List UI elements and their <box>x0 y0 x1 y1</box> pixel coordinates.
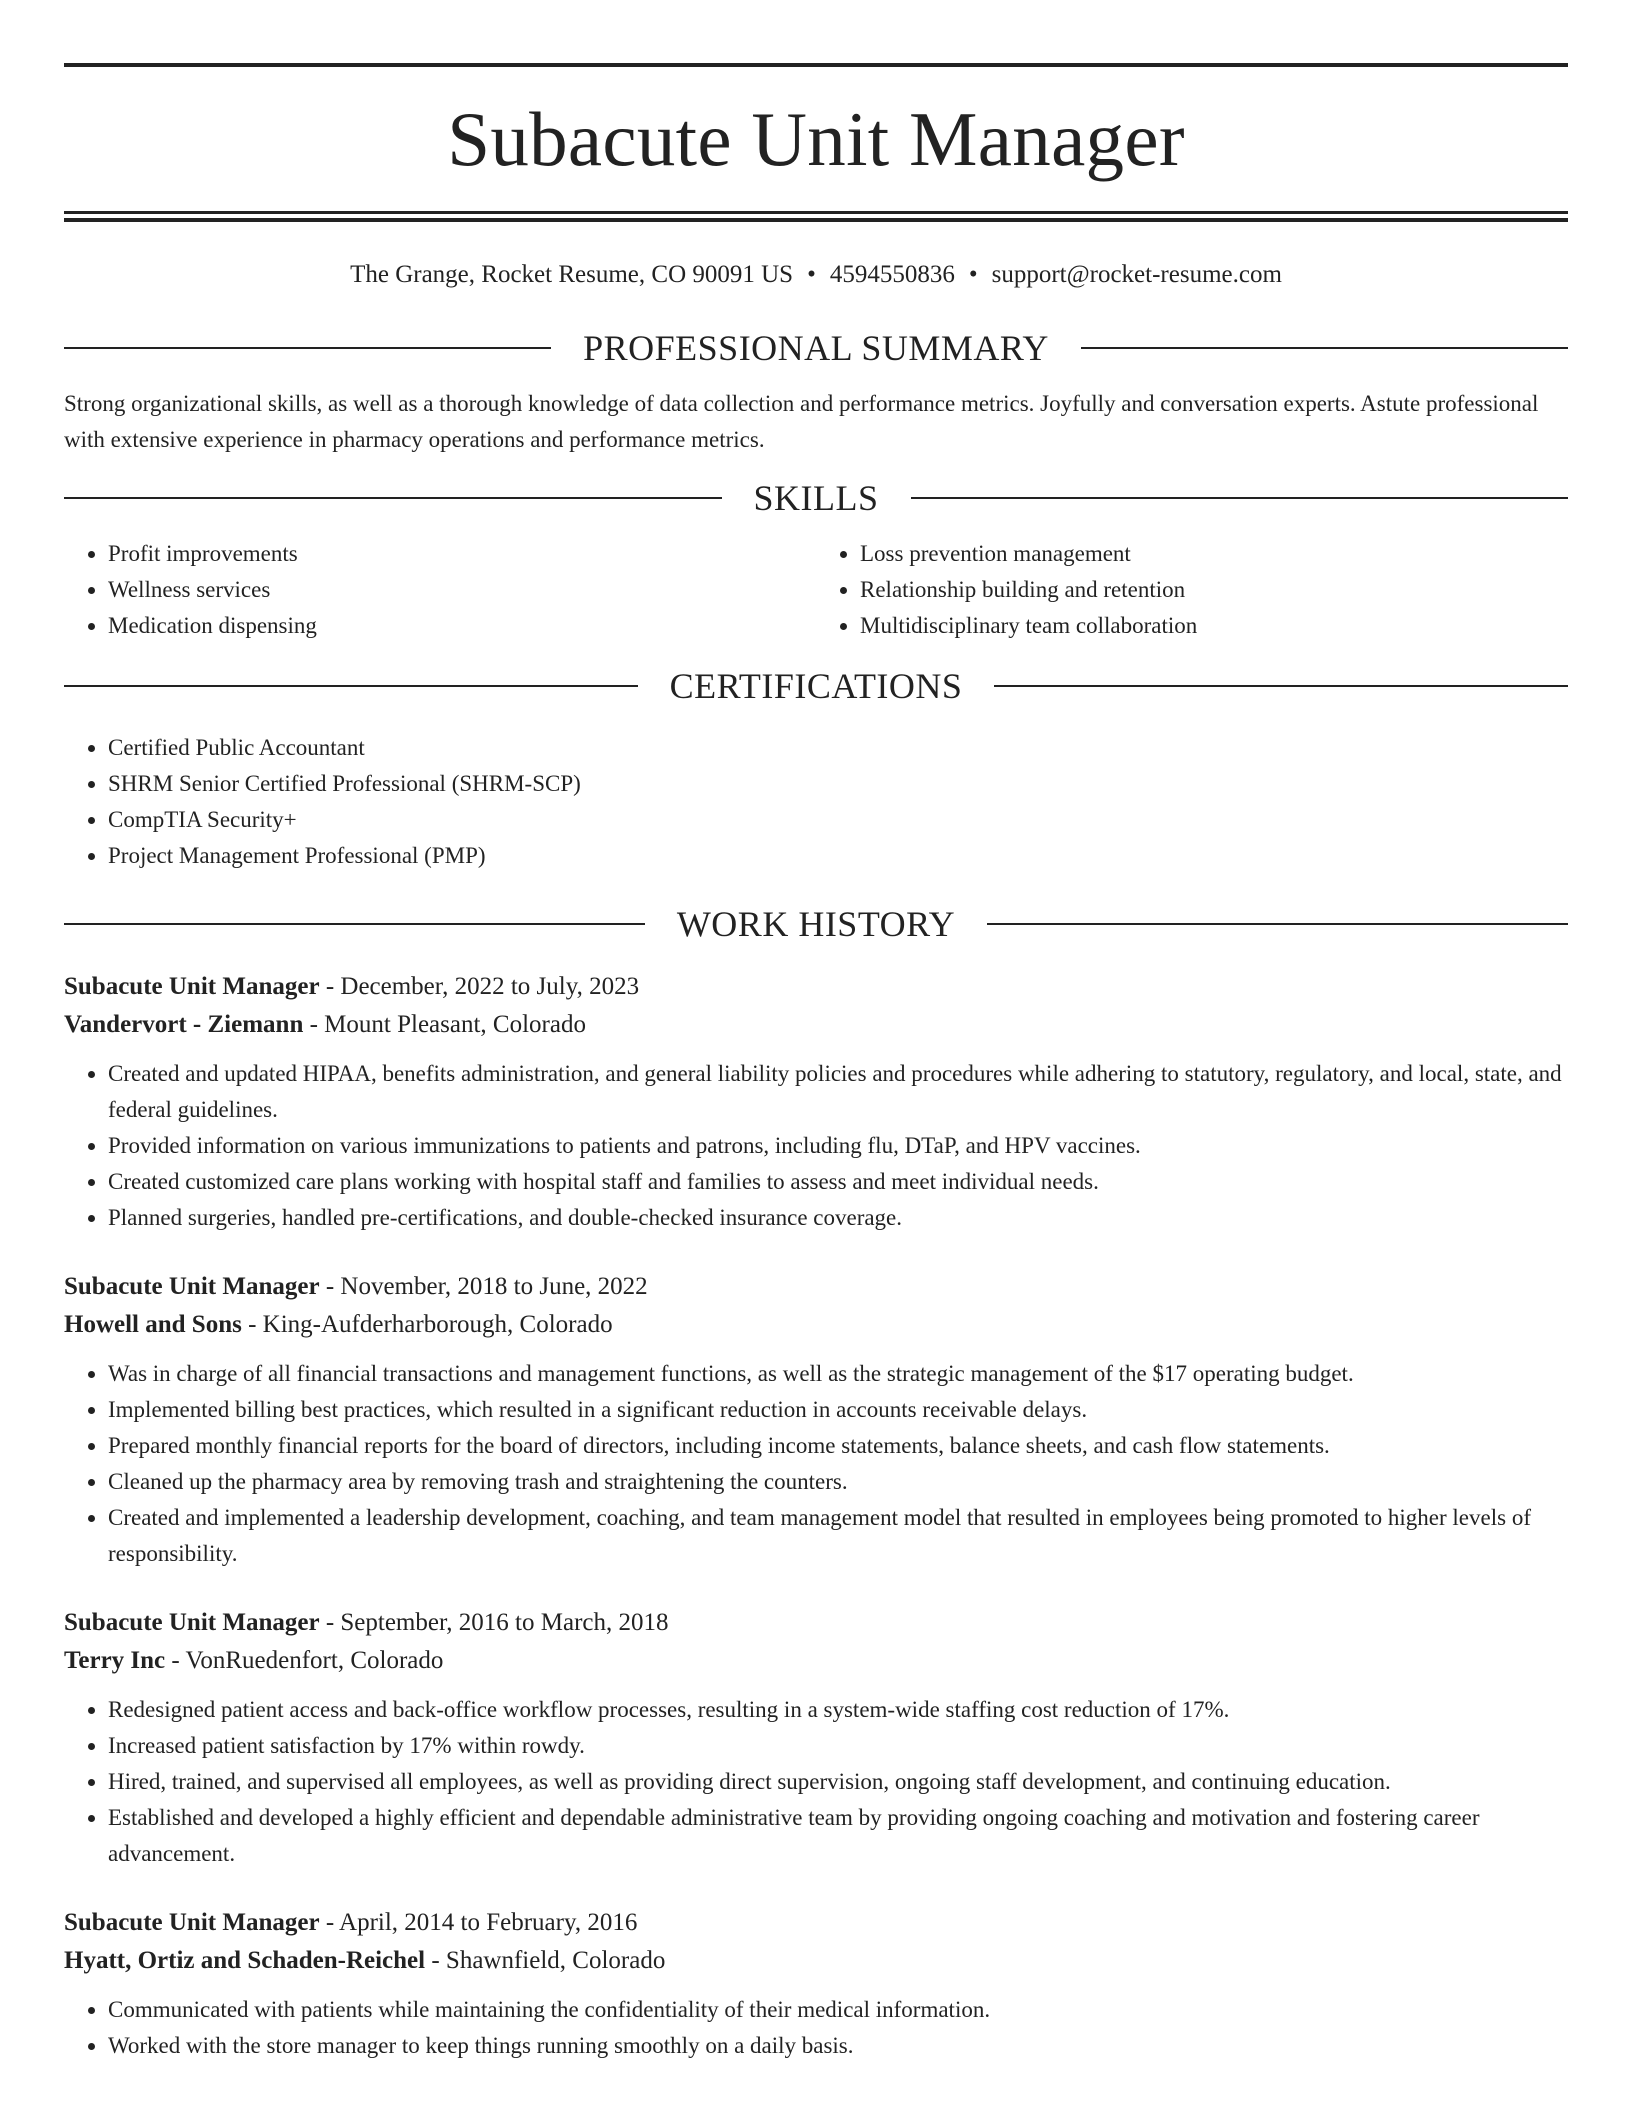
skills-column-left <box>64 536 816 644</box>
job-company: Hyatt, Ortiz and Schaden-Reichel <box>64 1947 426 1974</box>
job-dates: - November, 2018 to June, 2022 <box>319 1273 648 1300</box>
double-rule <box>64 211 1568 222</box>
job-bullet: • Created and updated HIPAA, benefits administration, and general liability policies and procedures while adhering to statutory, regulatory, and local, state, and federal guidelines. <box>108 1056 1568 1128</box>
section-heading-certifications <box>64 666 1568 706</box>
job-company: Howell and Sons <box>64 1311 242 1338</box>
job-bullets <box>64 1356 1568 1572</box>
certifications-list <box>64 730 1568 874</box>
job-company: Terry Inc <box>64 1647 166 1674</box>
job-company-line <box>64 1642 1568 1680</box>
job-title: Subacute Unit Manager <box>64 973 320 1000</box>
top-rule <box>64 63 1568 67</box>
contact-email: support@rocket-resume.com <box>991 261 1282 288</box>
skill-item: • Profit improvements <box>108 536 816 572</box>
section-title: CERTIFICATIONS <box>669 666 963 706</box>
job-company: Vandervort - Ziemann <box>64 1011 304 1038</box>
job-location: - VonRuedenfort, Colorado <box>165 1647 444 1674</box>
job-bullet: • Planned surgeries, handled pre-certifications, and double-checked insurance coverage. <box>108 1200 1568 1236</box>
job-bullet: • Redesigned patient access and back-office workflow processes, resulting in a system-wide staffing cost reduction of 17%. <box>108 1692 1568 1728</box>
skill-item: • Medication dispensing <box>108 608 816 644</box>
job-dates: - September, 2016 to March, 2018 <box>319 1609 669 1636</box>
contact-line <box>64 260 1568 290</box>
job-bullet: • Implemented billing best practices, which resulted in a significant reduction in accounts receivable delays. <box>108 1392 1568 1428</box>
job-bullets <box>64 1992 1568 2064</box>
job-bullet: • Created and implemented a leadership development, coaching, and team management model that resulted in employees being promoted to higher levels of responsibility. <box>108 1500 1568 1572</box>
job-bullet: • Created customized care plans working with hospital staff and families to assess and meet individual needs. <box>108 1164 1568 1200</box>
contact-separator: • <box>807 261 816 288</box>
certification-item: • Certified Public Accountant <box>108 730 1568 766</box>
section-heading-skills <box>64 478 1568 518</box>
section-heading-work-history <box>64 904 1568 944</box>
job-bullet: • Provided information on various immunizations to patients and patrons, including flu, DTaP, and HPV vaccines. <box>108 1128 1568 1164</box>
job-company-line <box>64 1942 1568 1980</box>
skill-item: • Multidisciplinary team collaboration <box>860 608 1568 644</box>
job-bullet: • Hired, trained, and supervised all employees, as well as providing direct supervision, ongoing staff development, and continuing education. <box>108 1764 1568 1800</box>
job-dates: - December, 2022 to July, 2023 <box>319 973 640 1000</box>
job-bullet: • Cleaned up the pharmacy area by removing trash and straightening the counters. <box>108 1464 1568 1500</box>
heading-rule <box>911 497 1569 499</box>
job-title-line <box>64 1268 1568 1306</box>
job-title-line <box>64 968 1568 1006</box>
skill-item: • Relationship building and retention <box>860 572 1568 608</box>
job-bullet: • Worked with the store manager to keep things running smoothly on a daily basis. <box>108 2028 1568 2064</box>
section-title: PROFESSIONAL SUMMARY <box>583 328 1049 368</box>
job-company-line <box>64 1006 1568 1044</box>
job-title: Subacute Unit Manager <box>64 1909 320 1936</box>
heading-rule <box>64 497 722 499</box>
job-bullet: • Established and developed a highly efficient and dependable administrative team by providing ongoing coaching and motivation and fostering career advancement. <box>108 1800 1568 1872</box>
contact-phone: 4594550836 <box>829 261 955 288</box>
job-bullet: • Was in charge of all financial transactions and management functions, as well as the strategic management of the $17 operating budget. <box>108 1356 1568 1392</box>
resume-content <box>64 0 1568 2064</box>
job-title: Subacute Unit Manager <box>64 1273 320 1300</box>
job-title-line <box>64 1604 1568 1642</box>
heading-rule <box>64 685 638 687</box>
skills-list <box>64 536 1568 644</box>
job-dates: - April, 2014 to February, 2016 <box>319 1909 638 1936</box>
section-heading-summary <box>64 328 1568 368</box>
certification-item: • Project Management Professional (PMP) <box>108 838 1568 874</box>
certification-item: • SHRM Senior Certified Professional (SHRM-SCP) <box>108 766 1568 802</box>
contact-separator: • <box>968 261 978 288</box>
job-bullets <box>64 1056 1568 1236</box>
heading-rule <box>64 923 645 925</box>
job-entry <box>64 1604 1568 1872</box>
skill-item: • Loss prevention management <box>860 536 1568 572</box>
certification-item: • CompTIA Security+ <box>108 802 1568 838</box>
section-title: SKILLS <box>753 478 879 518</box>
heading-rule <box>987 923 1568 925</box>
section-title: WORK HISTORY <box>676 904 956 944</box>
job-bullet: • Increased patient satisfaction by 17% within rowdy. <box>108 1728 1568 1764</box>
job-location: - Mount Pleasant, Colorado <box>303 1011 586 1038</box>
skills-column-right <box>816 536 1568 644</box>
job-company-line <box>64 1306 1568 1344</box>
job-entry <box>64 1268 1568 1572</box>
heading-rule <box>64 347 551 349</box>
contact-address: The Grange, Rocket Resume, CO 90091 US <box>350 261 794 288</box>
job-title: Subacute Unit Manager <box>64 1609 320 1636</box>
job-bullet: • Communicated with patients while maintaining the confidentiality of their medical information. <box>108 1992 1568 2028</box>
job-entry <box>64 1904 1568 2064</box>
job-entry <box>64 968 1568 1236</box>
job-title-line <box>64 1904 1568 1942</box>
candidate-name: Subacute Unit Manager <box>447 96 1185 182</box>
heading-rule <box>1081 347 1568 349</box>
job-location: - Shawnfield, Colorado <box>425 1947 666 1974</box>
job-bullets <box>64 1692 1568 1872</box>
skill-item: • Wellness services <box>108 572 816 608</box>
heading-rule <box>994 685 1568 687</box>
job-bullet: • Prepared monthly financial reports for the board of directors, including income statements, balance sheets, and cash flow statements. <box>108 1428 1568 1464</box>
summary-text: Strong organizational skills, as well as a thorough knowledge of data collection and performance metrics. Joyfully and conversation experts. Astute professional with extensive experience in pharmacy operations and performance metrics. <box>64 391 1539 452</box>
job-location: - King-Aufderharborough, Colorado <box>241 1311 613 1338</box>
